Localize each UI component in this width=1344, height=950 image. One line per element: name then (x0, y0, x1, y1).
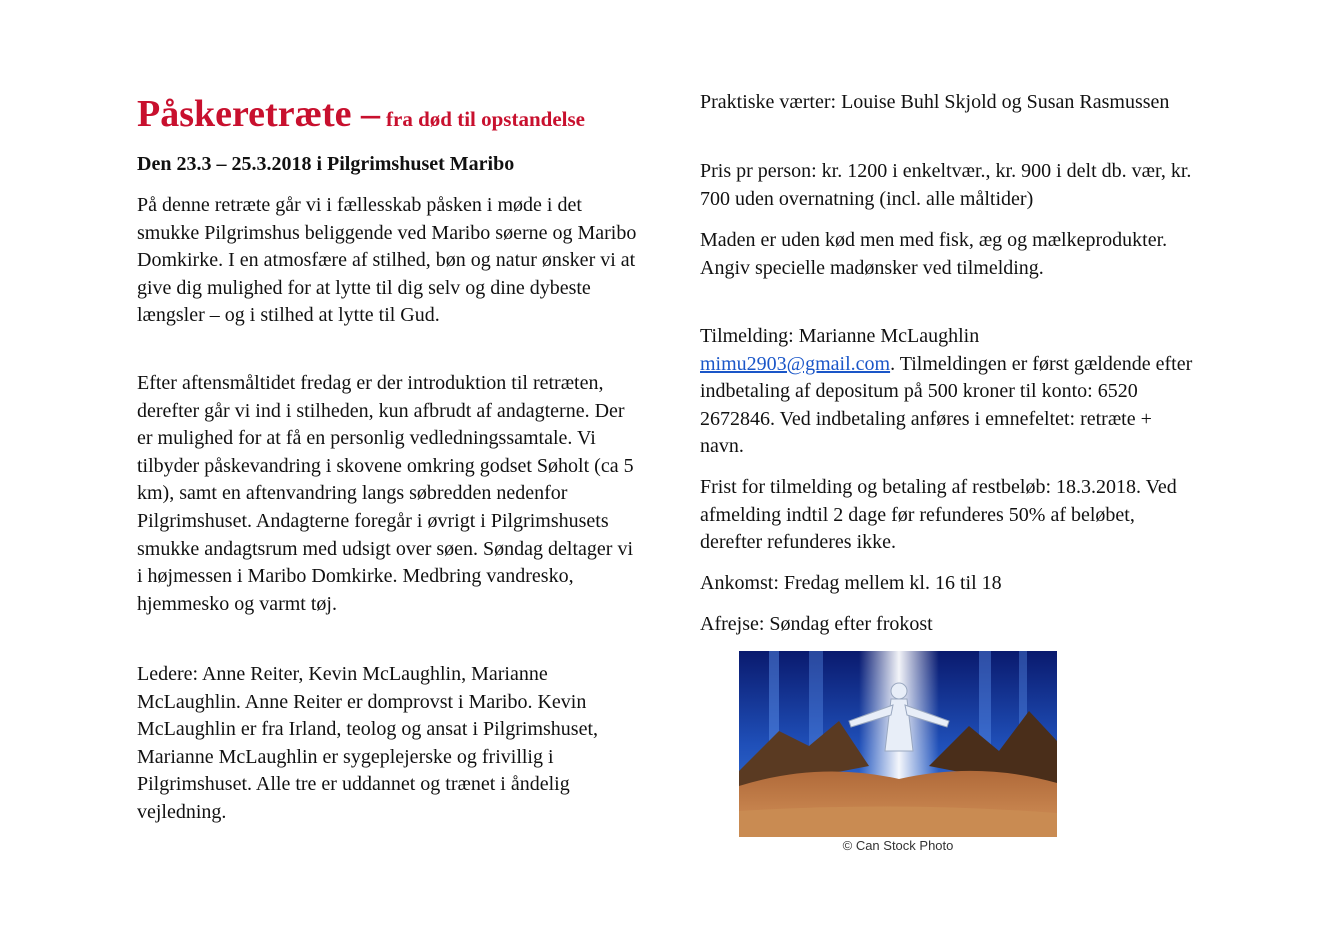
title-subtitle: fra død til opstandelse (386, 107, 585, 131)
resurrection-illustration (739, 651, 1057, 837)
signup-paragraph (700, 323, 1200, 461)
title-main: Påskeretræte – (137, 93, 381, 135)
signup-prefix: Tilmelding: Marianne McLaughlin (700, 325, 980, 347)
departure-text: Afrejse: Søndag efter frokost (700, 613, 933, 635)
program-paragraph: Efter aftensmåltidet fredag er der introduktion til retræten, derefter går vi ind i stilheden, kun afbrudt af andagterne. Der er mulighed for at få en personlig vedledningssamtale. Vi tilbyder påskevandring i skovene omkring godset Søholt (ca 5 km), samt en aftenvandring langs søbredden nedenfor Pilgrimshuset. Andagterne foregår i øvrigt i Pilgrimshusets smukke andagtsrum med udsigt over søen. Søndag deltager vi i højmessen i Maribo Domkirke. Medbring vandresko, hjemmesko og varmt tøj. (137, 372, 634, 615)
page-title (137, 92, 585, 141)
leaders-paragraph: Ledere: Anne Reiter, Kevin McLaughlin, Marianne McLaughlin. Anne Reiter er domprovst i Maribo. Kevin McLaughlin er fra Irland, teolog og ansat i Pilgrimshuset, Marianne McLaughlin er sygeplejerske og frivillig i Pilgrimshuset. Alle tre er uddannet og trænet i åndelig vejledning. (137, 663, 599, 823)
image-credit: © Can Stock Photo (842, 838, 954, 853)
signup-suffix: . Tilmeldingen er først gældende efter indbetaling af depositum på 500 kroner til konto: 6520 2672846. Ved indbetaling anføres i emnefeltet: retræte + navn. (700, 352, 1193, 458)
arrival-text: Ankomst: Fredag mellem kl. 16 til 18 (700, 572, 1002, 594)
intro-paragraph: På denne retræte går vi i fællesskab påsken i møde i det smukke Pilgrimshus beliggende ved Maribo søerne og Maribo Domkirke. I en atmosfære af stilhed, bøn og natur ønsker vi at give dig mulighed for at lytte til dig selv og dine dybeste længsler – og i stilhed at lytte til Gud. (137, 194, 637, 327)
price-paragraph: Pris pr person: kr. 1200 i enkeltvær., kr. 900 i delt db. vær, kr. 700 uden overnatning (incl. alle måltider) (700, 160, 1192, 210)
email-link[interactable]: mimu2903@gmail.com (700, 352, 891, 375)
event-dates: Den 23.3 – 25.3.2018 i Pilgrimshuset Maribo (137, 153, 515, 175)
hosts-paragraph: Praktiske værter: Louise Buhl Skjold og Susan Rasmussen (700, 91, 1170, 113)
deadline-paragraph: Frist for tilmelding og betaling af restbeløb: 18.3.2018. Ved afmelding indtil 2 dage før refunderes 50% af beløbet, derefter refunderes ikke. (700, 476, 1177, 554)
food-paragraph: Maden er uden kød men med fisk, æg og mælkeprodukter. Angiv specielle madønsker ved tilmelding. (700, 229, 1168, 279)
